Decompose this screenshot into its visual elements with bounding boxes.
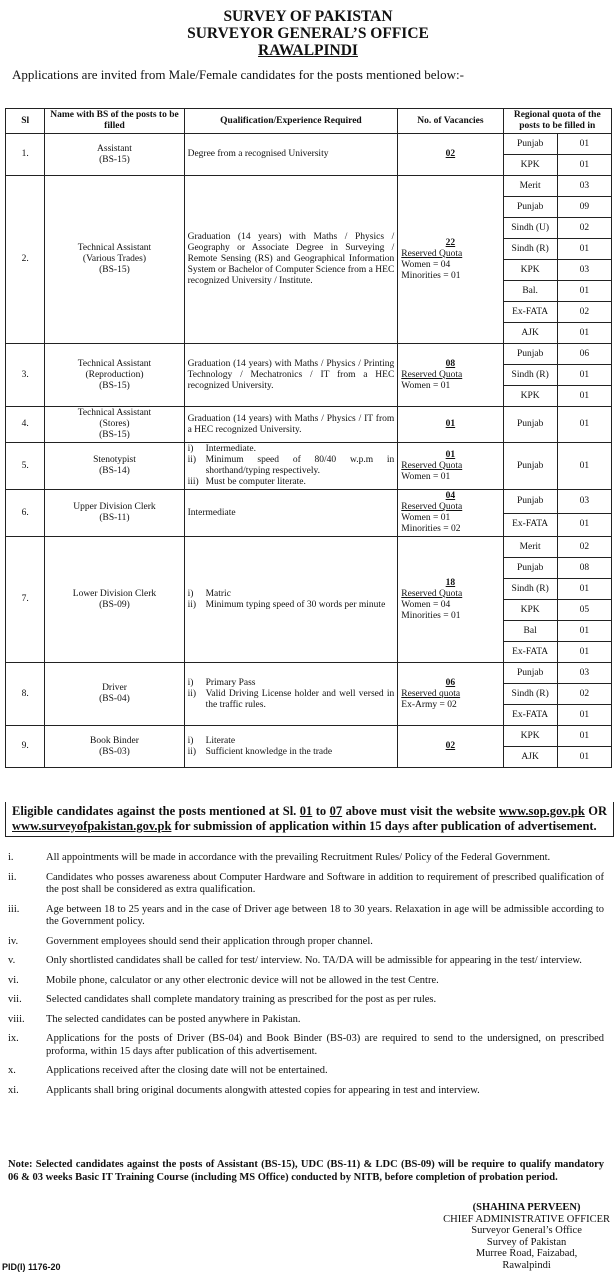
table-row <box>6 407 612 443</box>
note-text: Applicants shall bring original documents alongwith attested copies for appearing in test and interview. <box>46 1084 480 1096</box>
reserved-quota-item: Women = 04 <box>401 599 451 610</box>
row-sl: 2. <box>6 176 45 344</box>
eligibility-notice <box>5 802 614 837</box>
qualification-item-num: ii) <box>187 599 197 610</box>
list-item <box>8 1014 604 1027</box>
quota-count: 01 <box>557 155 611 176</box>
eligibility-text: Eligible candidates against the posts mentioned at Sl. <box>12 804 300 818</box>
final-note: Note: Selected candidates against the posts of Assistant (BS-15), UDC (BS-11) & LDC (BS-09) will be require to qualify mandatory 06 & 03 weeks Basic IT Training Course (including MS Office) conducted by NITB, before completion of probation period. <box>8 1159 604 1183</box>
table-header-row <box>6 109 612 134</box>
quota-count: 03 <box>557 663 611 684</box>
eligibility-text: above must visit the website <box>342 804 499 818</box>
quota-region: KPK <box>503 386 557 407</box>
reserved-quota-item: Minorities = 02 <box>401 524 461 534</box>
quota-count: 01 <box>557 443 611 490</box>
quota-region: Punjab <box>503 663 557 684</box>
note-text: Government employees should send their application through proper channel. <box>46 935 373 947</box>
post-name-line: (BS-15) <box>99 265 130 275</box>
row-sl: 7. <box>6 537 45 663</box>
post-name <box>45 490 184 537</box>
vacancies <box>398 490 503 537</box>
list-item <box>8 1033 604 1058</box>
quota-region: Punjab <box>503 134 557 155</box>
quota-count: 01 <box>557 365 611 386</box>
qualification-item <box>188 589 395 600</box>
quota-region: KPK <box>503 260 557 281</box>
post-name-line: (BS-11) <box>99 513 130 523</box>
quota-region: Merit <box>503 537 557 558</box>
reserved-quota-item: Minorities = 01 <box>401 610 461 621</box>
note-number: ii. <box>8 871 17 883</box>
quota-region: Bal. <box>503 281 557 302</box>
note-text: Mobile phone, calculator or any other electronic device will not be allowed in the test Centre. <box>46 974 439 986</box>
post-name-line: Technical Assistant <box>77 243 152 253</box>
quota-count: 01 <box>557 386 611 407</box>
post-name-line: (BS-15) <box>99 430 130 440</box>
reserved-quota-item: Women = 01 <box>401 380 451 391</box>
post-name-line: Technical Assistant <box>77 358 152 369</box>
qualification-item-num: i) <box>187 444 194 454</box>
signatory-name: (SHAHINA PERVEEN) <box>472 1202 581 1213</box>
note-text: Candidates who posses awareness about Computer Hardware and Software in addition to requirement of prescribed qualification of the post shall be considered as extra qualification. <box>46 871 604 895</box>
website-link-sop[interactable]: www.sop.gov.pk <box>498 804 585 818</box>
qualification <box>184 176 398 344</box>
note-text: All appointments will be made in accordance with the prevailing Recruitment Rules/ Policy of the Federal Government. <box>46 852 551 863</box>
reserved-quota-item: Ex-Army = 02 <box>401 699 457 710</box>
vacancies <box>398 443 503 490</box>
reserved-quota-label: Reserved Quota <box>401 502 463 512</box>
quota-region: Sindh (R) <box>503 239 557 260</box>
quota-count: 09 <box>557 197 611 218</box>
vacancy-count: 08 <box>445 358 456 369</box>
reserved-quota-label: Reserved Quota <box>401 369 463 380</box>
note-text: Only shortlisted candidates shall be called for test/ interview. No. TA/DA will be admissible for appearing in the test/ interview. <box>46 955 582 966</box>
quota-region: Punjab <box>503 443 557 490</box>
qualification-item-num: ii) <box>187 746 197 757</box>
address-line: Rawalpindi <box>502 1259 551 1271</box>
reserved-quota-item: Women = 01 <box>401 471 451 482</box>
intro-text: Applications are invited from Male/Female candidates for the posts mentioned below:- <box>12 67 464 82</box>
vacancies <box>398 407 503 443</box>
quota-region: Sindh (R) <box>503 684 557 705</box>
qualification-item <box>188 455 395 477</box>
signatory-title: CHIEF ADMINISTRATIVE OFFICER <box>443 1213 610 1225</box>
header-vacancies: No. of Vacancies <box>398 109 503 134</box>
qualification-item <box>188 678 395 689</box>
note-number: xi. <box>8 1084 19 1096</box>
qualification-text: Graduation (14 years) with Maths / Physics / Printing Technology / Mechatronics / IT from a HEC recognized University. <box>187 358 395 391</box>
website-link-surveyofpakistan[interactable]: www.surveyofpakistan.gov.pk <box>12 819 172 833</box>
post-name-line: (Various Trades) <box>82 254 146 264</box>
list-item <box>8 1065 604 1078</box>
post-name <box>45 537 184 663</box>
vacancies <box>398 537 503 663</box>
post-name-line: (BS-04) <box>99 694 130 704</box>
vacancy-count: 18 <box>445 577 456 588</box>
note-number: ix. <box>8 1033 19 1044</box>
eligibility-text: to <box>312 804 330 818</box>
post-name-line: Upper Division Clerk <box>73 502 156 512</box>
signature-block <box>443 1202 610 1271</box>
qualification-item-text: Intermediate. <box>205 444 256 454</box>
list-item <box>8 994 604 1007</box>
qualification-item-num: i) <box>187 677 194 688</box>
list-item <box>8 955 604 968</box>
qualification <box>184 726 398 768</box>
table-row <box>6 344 612 365</box>
qualification-item-text: Valid Driving License holder and well versed in the traffic rules. <box>205 688 395 710</box>
quota-region: AJK <box>503 323 557 344</box>
list-item <box>8 975 604 988</box>
note-number: i. <box>8 852 14 863</box>
qualification <box>184 134 398 176</box>
posts-table <box>5 108 612 768</box>
quota-count: 01 <box>557 407 611 443</box>
row-sl: 3. <box>6 344 45 407</box>
post-name-line: Lower Division Clerk <box>72 588 157 599</box>
vacancy-count: 01 <box>445 449 456 460</box>
address-line: Murree Road, Faizabad, <box>475 1248 578 1259</box>
city-title: RAWALPINDI <box>258 42 358 59</box>
note-text: Applications received after the closing date will not be entertained. <box>46 1065 328 1076</box>
quota-count: 01 <box>557 513 611 537</box>
qualification-item-num: ii) <box>187 688 197 699</box>
eligibility-text: for submission of application within 15 days after publication of advertisement. <box>171 819 597 833</box>
org-title: SURVEY OF PAKISTAN <box>223 8 393 25</box>
header-name: Name with BS of the posts to be filled <box>45 109 184 134</box>
quota-region: KPK <box>503 600 557 621</box>
qualification-text: Graduation (14 years) with Maths / Physics / IT from a HEC recognized University. <box>187 413 395 435</box>
reserved-quota-label: Reserved Quota <box>401 588 463 599</box>
list-item <box>8 872 604 897</box>
reserved-quota-label: Reserved quota <box>401 688 461 699</box>
row-sl: 1. <box>6 134 45 176</box>
list-item <box>8 1085 604 1098</box>
reserved-quota-label: Reserved Quota <box>401 460 463 471</box>
quota-count: 08 <box>557 558 611 579</box>
eligibility-sl-end: 07 <box>329 804 343 818</box>
quota-region: AJK <box>503 747 557 768</box>
vacancies <box>398 344 503 407</box>
vacancy-count: 06 <box>445 677 456 688</box>
qualification-item-num: i) <box>187 735 194 746</box>
quota-count: 02 <box>557 684 611 705</box>
qualification-item <box>188 477 395 488</box>
quota-count: 03 <box>557 260 611 281</box>
reserved-quota-label: Reserved Quota <box>401 248 463 259</box>
qualification-item-text: Literate <box>205 735 236 746</box>
quota-count: 02 <box>557 537 611 558</box>
post-name-line: Driver <box>102 683 127 693</box>
qualification-item-text: Must be computer literate. <box>205 477 306 487</box>
advert-header <box>0 0 616 59</box>
vacancy-count: 02 <box>445 149 456 159</box>
header-qualification: Qualification/Experience Required <box>184 109 398 134</box>
quota-region: Punjab <box>503 490 557 514</box>
qualification-item <box>188 736 395 747</box>
quota-count: 01 <box>557 642 611 663</box>
quota-region: Ex-FATA <box>503 705 557 726</box>
post-name-line: Technical Assistant <box>77 408 152 418</box>
quota-region: Sindh (R) <box>503 365 557 386</box>
note-number: v. <box>8 955 16 966</box>
reserved-quota-item: Minorities = 01 <box>401 270 461 281</box>
quota-region: Bal <box>503 621 557 642</box>
qualification-item-text: Matric <box>205 588 231 599</box>
post-name-line: (BS-15) <box>99 154 130 165</box>
quota-region: Punjab <box>503 197 557 218</box>
post-name <box>45 726 184 768</box>
post-name-line: (BS-15) <box>99 380 130 391</box>
posts-table-body <box>6 134 612 768</box>
table-row <box>6 726 612 747</box>
reserved-quota-item: Women = 01 <box>401 513 451 523</box>
address-line: Survey of Pakistan <box>486 1236 567 1248</box>
list-item <box>8 904 604 929</box>
table-row <box>6 443 612 490</box>
post-name-line: Book Binder <box>90 735 139 746</box>
quota-region: Punjab <box>503 344 557 365</box>
table-row <box>6 490 612 514</box>
qualification-item-num: iii) <box>187 477 199 487</box>
qualification-item-num: ii) <box>187 455 197 465</box>
quota-region: KPK <box>503 155 557 176</box>
quota-count: 03 <box>557 176 611 197</box>
vacancy-count: 22 <box>445 237 456 248</box>
conditions-list <box>8 852 604 1104</box>
quota-count: 01 <box>557 281 611 302</box>
vacancies <box>398 134 503 176</box>
qualification-item-text: Primary Pass <box>205 677 256 688</box>
row-sl: 6. <box>6 490 45 537</box>
qualification-text: Degree from a recognised University <box>187 149 329 159</box>
quota-region: Ex-FATA <box>503 302 557 323</box>
vacancy-count: 01 <box>445 419 456 429</box>
quota-count: 01 <box>557 134 611 155</box>
table-row <box>6 663 612 684</box>
vacancies <box>398 176 503 344</box>
post-name <box>45 176 184 344</box>
quota-count: 01 <box>557 726 611 747</box>
note-number: vii. <box>8 994 22 1005</box>
qualification-item-text: Minimum typing speed of 30 words per minute <box>205 599 386 610</box>
quota-count: 05 <box>557 600 611 621</box>
table-row <box>6 176 612 197</box>
quota-region: Ex-FATA <box>503 513 557 537</box>
vacancies <box>398 663 503 726</box>
row-sl: 4. <box>6 407 45 443</box>
qualification-item-text: Minimum speed of 80/40 w.p.m in shorthand/typing respectively. <box>205 455 395 476</box>
quota-count: 01 <box>557 239 611 260</box>
list-item <box>8 936 604 949</box>
post-name <box>45 443 184 490</box>
quota-count: 03 <box>557 490 611 514</box>
qualification-item <box>188 444 395 455</box>
post-name-line: (BS-14) <box>99 466 130 476</box>
qualification <box>184 537 398 663</box>
post-name-line: (BS-03) <box>99 746 130 757</box>
post-name-line: (BS-09) <box>99 599 130 610</box>
row-sl: 8. <box>6 663 45 726</box>
qualification <box>184 344 398 407</box>
quota-region: Sindh (R) <box>503 579 557 600</box>
qualification <box>184 443 398 490</box>
note-text: Applications for the posts of Driver (BS-04) and Book Binder (BS-03) are required to send to the undersigned, on prescribed proforma, within 15 days after publication of this advertisement. <box>46 1033 604 1057</box>
eligibility-sl-start: 01 <box>299 804 313 818</box>
address-line: Surveyor General’s Office <box>471 1225 582 1236</box>
post-name <box>45 407 184 443</box>
quota-region: Merit <box>503 176 557 197</box>
note-number: viii. <box>8 1013 25 1025</box>
header-regional-quota: Regional quota of the posts to be filled in <box>503 109 611 134</box>
note-text: Age between 18 to 25 years and in the case of Driver age between 18 to 30 years. Relaxation in age will be admissible according to the Government policy. <box>46 903 604 927</box>
note-number: iii. <box>8 903 20 915</box>
qualification-text: Graduation (14 years) with Maths / Physics / Geography or Associate Degree in Surveying / Remote Sensing (RS) and Geographical Information System or Bachelor of Computer Science from a HEC recognized University / Institute. <box>187 232 395 286</box>
quota-region: KPK <box>503 726 557 747</box>
quota-region: Punjab <box>503 558 557 579</box>
qualification-item <box>188 600 395 611</box>
post-name <box>45 134 184 176</box>
note-number: vi. <box>8 974 19 986</box>
table-row <box>6 134 612 155</box>
pid-code: PID(I) 1176-20 <box>2 1262 61 1272</box>
quota-region: Sindh (U) <box>503 218 557 239</box>
quota-count: 01 <box>557 747 611 768</box>
quota-count: 02 <box>557 302 611 323</box>
office-title: SURVEYOR GENERAL’S OFFICE <box>187 25 429 42</box>
post-name <box>45 663 184 726</box>
quota-count: 01 <box>557 621 611 642</box>
post-name-line: (Reproduction) <box>85 369 144 380</box>
vacancy-count: 04 <box>445 491 456 501</box>
table-row <box>6 537 612 558</box>
qualification <box>184 490 398 537</box>
note-number: iv. <box>8 935 19 947</box>
qualification <box>184 663 398 726</box>
list-item <box>8 852 604 865</box>
header-sl: Sl <box>6 109 45 134</box>
quota-count: 01 <box>557 323 611 344</box>
row-sl: 9. <box>6 726 45 768</box>
row-sl: 5. <box>6 443 45 490</box>
post-name-line: Assistant <box>97 143 132 154</box>
note-text: Selected candidates shall complete mandatory training as prescribed for the post as per rules. <box>46 994 437 1005</box>
quota-count: 02 <box>557 218 611 239</box>
quota-region: Ex-FATA <box>503 642 557 663</box>
post-name-line: (Stores) <box>99 419 130 429</box>
qualification-text: Intermediate <box>187 507 236 518</box>
vacancy-count: 02 <box>445 741 456 751</box>
qualification <box>184 407 398 443</box>
qualification-item <box>188 747 395 758</box>
post-name <box>45 344 184 407</box>
note-text: The selected candidates can be posted anywhere in Pakistan. <box>46 1013 301 1025</box>
vacancies <box>398 726 503 768</box>
quota-count: 06 <box>557 344 611 365</box>
qualification-item-num: i) <box>187 588 194 599</box>
qualification-item <box>188 689 395 711</box>
quota-count: 01 <box>557 579 611 600</box>
reserved-quota-item: Women = 04 <box>401 259 451 270</box>
quota-count: 01 <box>557 705 611 726</box>
eligibility-text: OR <box>584 804 608 818</box>
note-number: x. <box>8 1065 16 1076</box>
post-name-line: Stenotypist <box>93 455 136 465</box>
qualification-item-text: Sufficient knowledge in the trade <box>205 746 333 757</box>
quota-region: Punjab <box>503 407 557 443</box>
